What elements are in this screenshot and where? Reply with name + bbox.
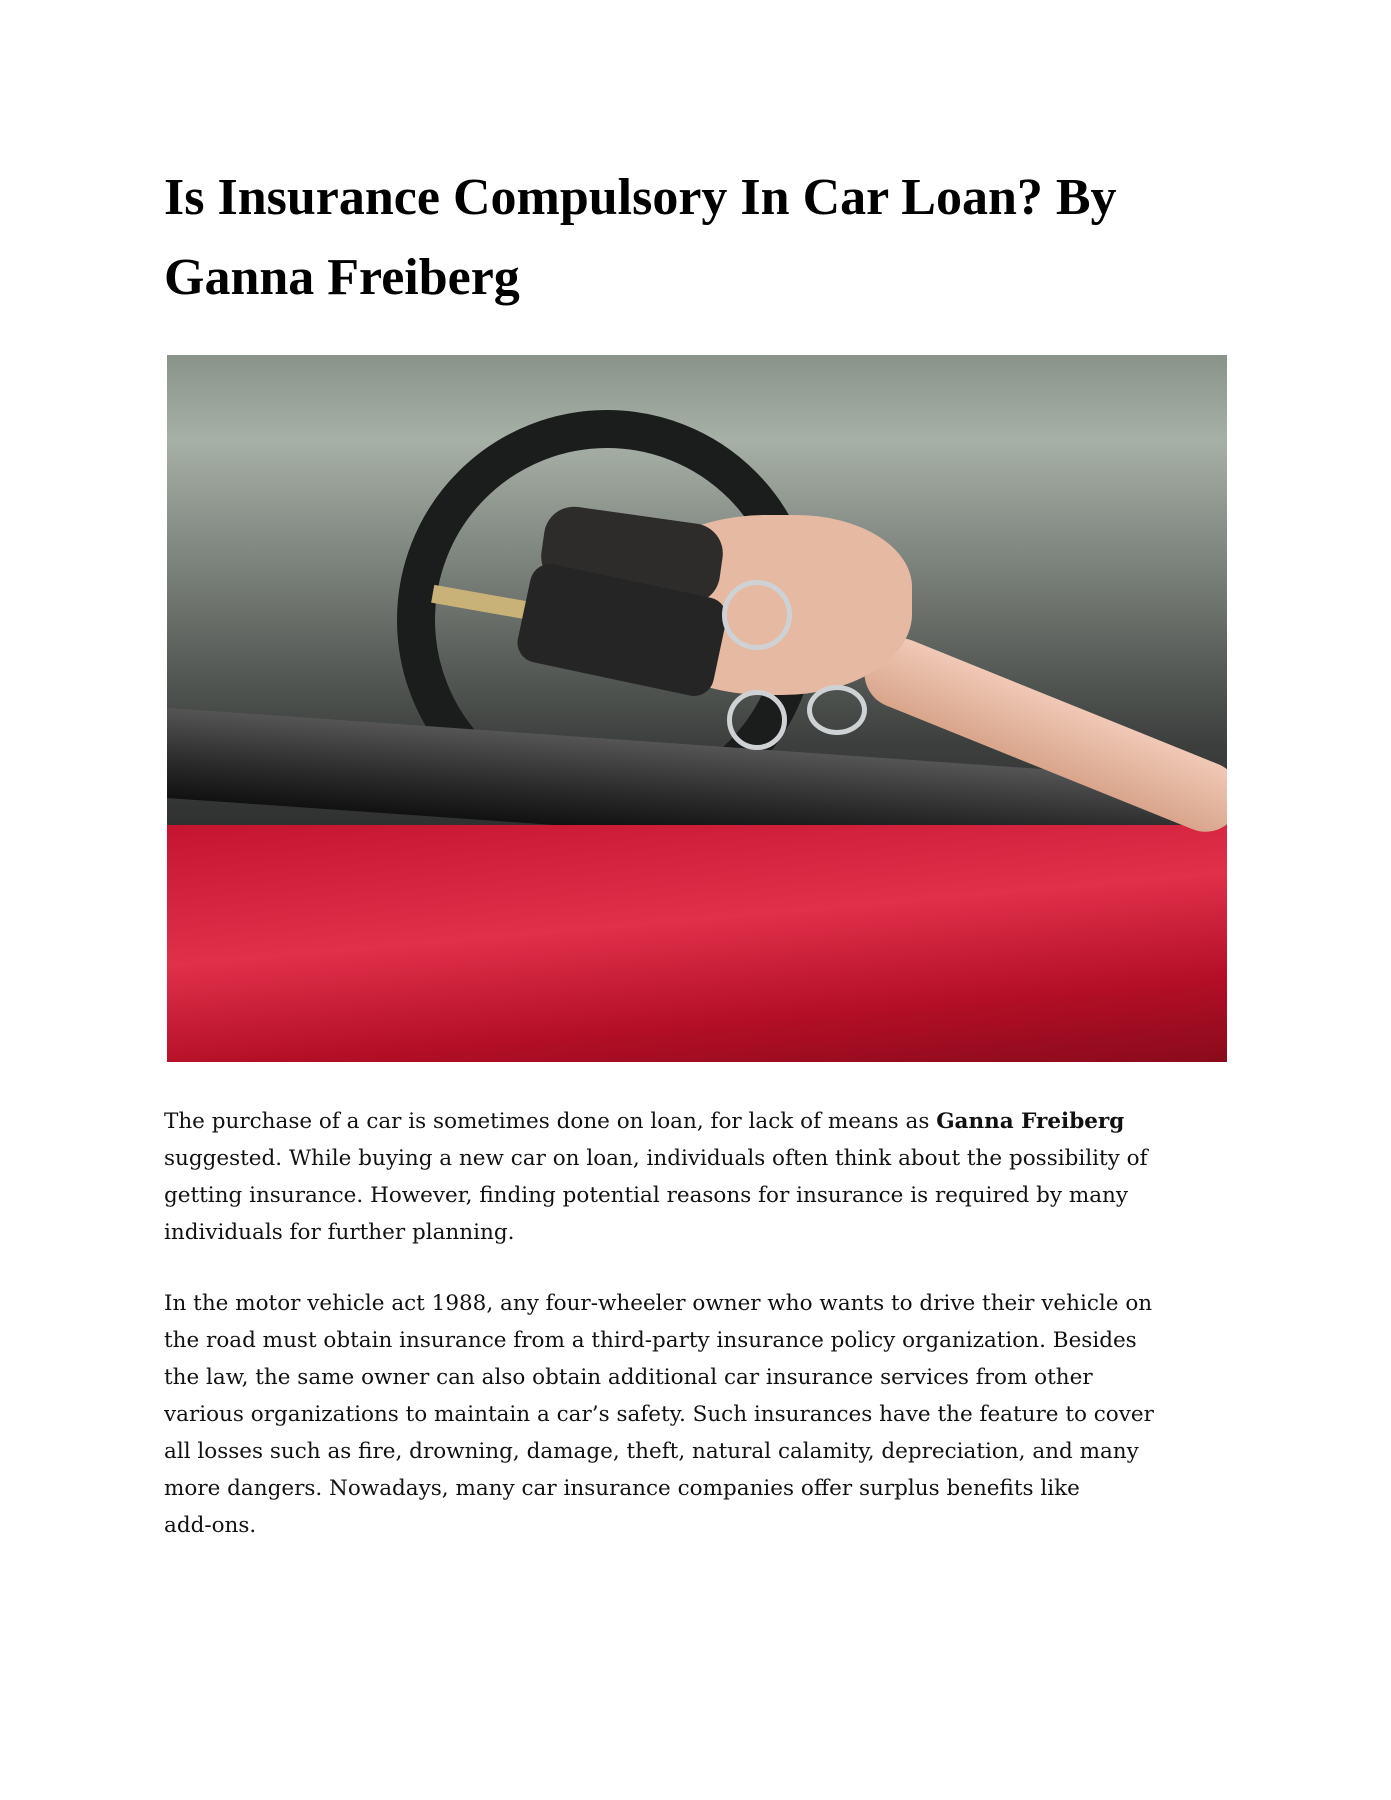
text-line: individuals for further planning. bbox=[164, 1220, 515, 1245]
key-clip-shape bbox=[807, 685, 867, 735]
text-line: The purchase of a car is sometimes done on loan, for lack of means as bbox=[164, 1109, 937, 1134]
title-line-2: Ganna Freiberg bbox=[164, 249, 520, 306]
text-line: the law, the same owner can also obtain additional car insurance services from other bbox=[164, 1365, 1093, 1390]
text-line: getting insurance. However, finding potential reasons for insurance is required by many bbox=[164, 1183, 1129, 1208]
paragraph-1 bbox=[164, 1103, 1148, 1251]
text-line: various organizations to maintain a car’s safety. Such insurances have the feature to cover bbox=[164, 1402, 1154, 1427]
text-line: all losses such as fire, drowning, damage, theft, natural calamity, depreciation, and many bbox=[164, 1439, 1139, 1464]
author-name: Ganna Freiberg bbox=[936, 1109, 1125, 1134]
text-line: the road must obtain insurance from a third-party insurance policy organization. Besides bbox=[164, 1328, 1137, 1353]
text-line: add-ons. bbox=[164, 1513, 257, 1538]
text-line: In the motor vehicle act 1988, any four-wheeler owner who wants to drive their vehicle on bbox=[164, 1291, 1153, 1316]
key-ring-shape bbox=[722, 580, 792, 650]
text-line: more dangers. Nowadays, many car insurance companies offer surplus benefits like bbox=[164, 1476, 1080, 1501]
text-line: suggested. While buying a new car on loan, individuals often think about the possibility of bbox=[164, 1146, 1148, 1171]
red-car-door-shape bbox=[167, 825, 1227, 1062]
key-ring-shape bbox=[727, 690, 787, 750]
car-keys-photo bbox=[167, 355, 1227, 1062]
page-title bbox=[164, 158, 1264, 318]
title-line-1: Is Insurance Compulsory In Car Loan? By bbox=[164, 169, 1117, 226]
paragraph-2 bbox=[164, 1285, 1154, 1544]
